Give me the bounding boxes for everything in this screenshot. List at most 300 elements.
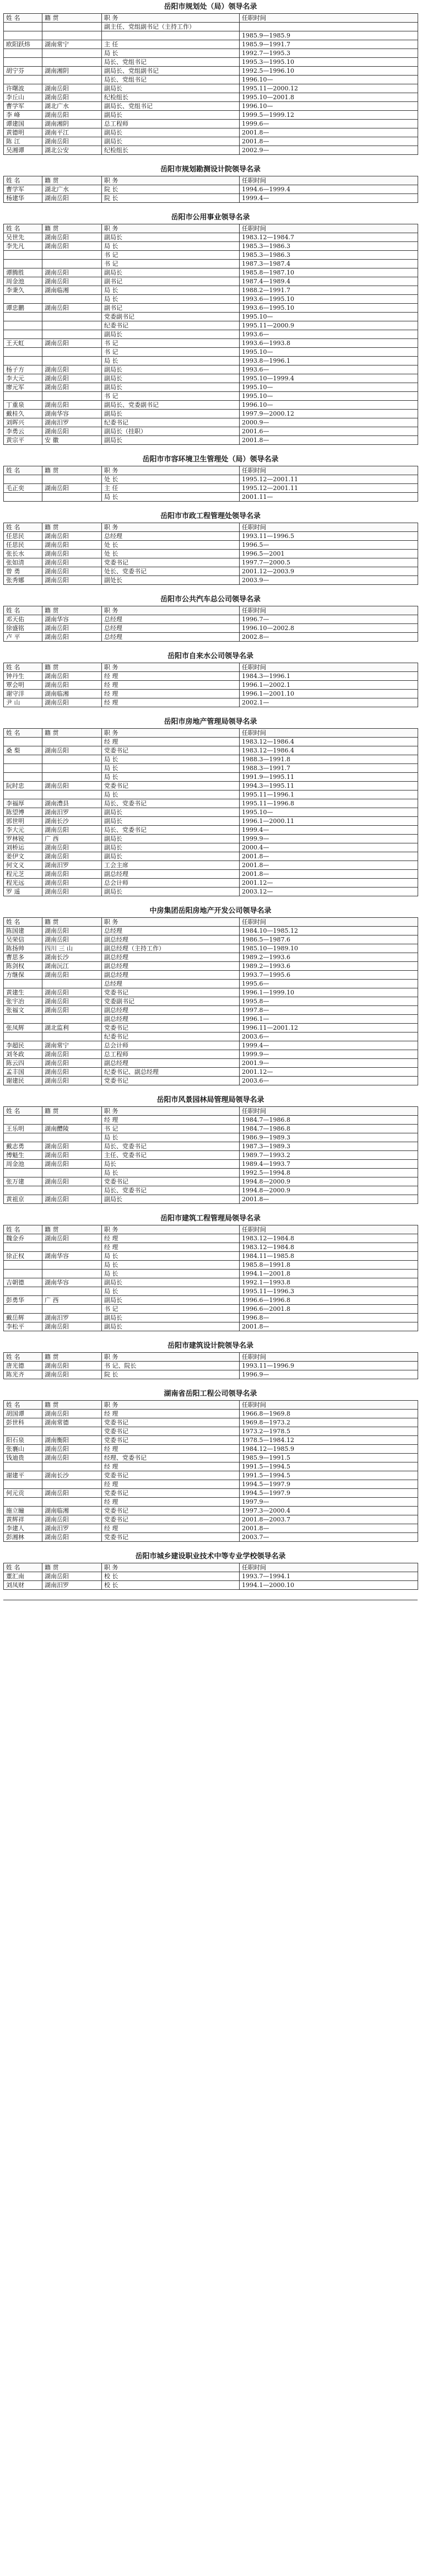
position-cell: 局 长 <box>102 1252 240 1261</box>
term-cell: 1999.9— <box>240 1050 418 1059</box>
position-cell: 党委书记 <box>102 1533 240 1542</box>
hometown-cell: 湖南岳阳 <box>42 304 102 313</box>
hometown-cell: 湖南岳阳 <box>42 576 102 585</box>
roster-section <box>3 2 418 155</box>
name-cell: 黄辉祥 <box>4 1515 42 1524</box>
name-cell: 刘晖兴 <box>4 418 42 427</box>
name-cell <box>4 1032 42 1041</box>
position-cell: 局 长 <box>102 1169 240 1177</box>
name-cell: 刘冬政 <box>4 1050 42 1059</box>
table-row <box>4 843 418 852</box>
position-cell: 局长 <box>102 1160 240 1169</box>
name-cell: 何元贡 <box>4 1489 42 1498</box>
hometown-cell: 湖南岳阳 <box>42 843 102 852</box>
hometown-cell: 湖南岳阳 <box>42 137 102 146</box>
table-header-row <box>4 729 418 738</box>
term-header: 任职时间 <box>240 176 418 185</box>
term-cell: 2001.8— <box>240 128 418 137</box>
roster-section <box>3 652 418 707</box>
hometown-cell <box>42 1243 102 1252</box>
position-cell: 局长、党委书记 <box>102 799 240 808</box>
term-cell: 1996.7— <box>240 615 418 624</box>
position-cell: 处 长 <box>102 550 240 558</box>
term-header: 任职时间 <box>240 918 418 927</box>
name-header: 姓 名 <box>4 523 42 532</box>
position-cell: 副局长 <box>102 1296 240 1305</box>
hometown-header: 籍 贯 <box>42 176 102 185</box>
term-cell: 1996.10— <box>240 401 418 410</box>
table-row <box>4 870 418 879</box>
term-cell: 1986.5—1987.6 <box>240 935 418 944</box>
name-cell: 何文义 <box>4 861 42 870</box>
table-row <box>4 1024 418 1032</box>
position-header: 职 务 <box>102 466 240 475</box>
position-cell: 经 理 <box>102 1462 240 1471</box>
hometown-cell: 湖南岳阳 <box>42 1362 102 1370</box>
table-header-row <box>4 466 418 475</box>
hometown-cell: 湖南岳阳 <box>42 879 102 888</box>
position-cell: 副局长（挂职） <box>102 427 240 436</box>
hometown-cell: 湖南汨罗 <box>42 1314 102 1322</box>
term-cell: 1993.6—1993.8 <box>240 339 418 348</box>
term-cell: 1994.1—2000.10 <box>240 1581 418 1590</box>
name-cell: 张福文 <box>4 1006 42 1015</box>
name-cell: 张长水 <box>4 550 42 558</box>
hometown-header: 籍 贯 <box>42 14 102 23</box>
position-cell: 经 理 <box>102 672 240 681</box>
position-cell: 校 长 <box>102 1581 240 1590</box>
table-row <box>4 233 418 242</box>
term-cell: 2003.6— <box>240 1077 418 1085</box>
name-cell: 陈国建 <box>4 927 42 935</box>
name-cell: 张襄山 <box>4 1445 42 1454</box>
table-row <box>4 348 418 357</box>
name-cell <box>4 1305 42 1314</box>
position-cell: 副局长 <box>102 843 240 852</box>
table-row <box>4 826 418 835</box>
hometown-cell: 湖南岳阳 <box>42 558 102 567</box>
hometown-cell: 湖南岳阳 <box>42 339 102 348</box>
hometown-header: 籍 贯 <box>42 523 102 532</box>
name-cell: 程光远 <box>4 879 42 888</box>
term-cell: 1983.12—1984.8 <box>240 1234 418 1243</box>
name-cell <box>4 357 42 365</box>
name-cell: 曾 勇 <box>4 567 42 576</box>
table-row <box>4 1507 418 1515</box>
position-cell: 处长、党委书记 <box>102 567 240 576</box>
table-row <box>4 484 418 493</box>
hometown-cell <box>42 321 102 330</box>
hometown-cell: 湖北广水 <box>42 185 102 194</box>
position-cell: 经 理 <box>102 1498 240 1507</box>
name-cell: 黄祖京 <box>4 1195 42 1204</box>
name-cell: 尹 山 <box>4 698 42 707</box>
position-cell: 书 记 <box>102 348 240 357</box>
name-cell: 陈云四 <box>4 1059 42 1068</box>
position-cell: 党委副书记 <box>102 313 240 321</box>
term-cell: 1989.2—1993.6 <box>240 953 418 962</box>
table-row <box>4 1278 418 1287</box>
hometown-cell <box>42 313 102 321</box>
hometown-header: 籍 贯 <box>42 1225 102 1234</box>
hometown-cell: 湖北广水 <box>42 102 102 111</box>
roster-section <box>3 717 418 896</box>
hometown-cell: 湖南岳阳 <box>42 93 102 102</box>
name-cell: 李大元 <box>4 374 42 383</box>
name-cell: 卢 平 <box>4 633 42 642</box>
term-cell: 1985.3—1986.3 <box>240 242 418 251</box>
position-cell: 副处长 <box>102 576 240 585</box>
hometown-cell: 湖南汨罗 <box>42 861 102 870</box>
term-cell: 1993.7—1994.1 <box>240 1572 418 1581</box>
hometown-cell: 湖南岳阳 <box>42 1410 102 1418</box>
table-row <box>4 927 418 935</box>
table-row <box>4 997 418 1006</box>
position-cell: 副总经理 <box>102 953 240 962</box>
roster-table <box>3 1563 418 1590</box>
table-row <box>4 475 418 484</box>
position-cell: 经 理 <box>102 698 240 707</box>
hometown-cell: 湖南岳阳 <box>42 1445 102 1454</box>
table-row <box>4 782 418 790</box>
name-header: 姓 名 <box>4 1353 42 1362</box>
position-cell: 总会计师 <box>102 879 240 888</box>
table-row <box>4 194 418 203</box>
term-cell: 1973.2—1978.5 <box>240 1427 418 1436</box>
table-row <box>4 1454 418 1462</box>
hometown-cell: 湖南汨罗 <box>42 1524 102 1533</box>
term-cell: 2001.8—2003.7 <box>240 1515 418 1524</box>
table-row <box>4 1436 418 1445</box>
hometown-cell: 湖南岳阳 <box>42 870 102 879</box>
position-cell: 经 理 <box>102 690 240 698</box>
term-cell: 1995.11—2000.9 <box>240 321 418 330</box>
table-row <box>4 1059 418 1068</box>
table-row <box>4 365 418 374</box>
position-cell: 书 记 <box>102 260 240 268</box>
name-cell <box>4 23 42 31</box>
term-cell: 1993.11—1996.5 <box>240 532 418 541</box>
position-cell: 党委书记 <box>102 1024 240 1032</box>
section-title: 岳阳市市容环境卫生管理处（局）领导名录 <box>142 455 279 464</box>
name-cell <box>4 31 42 40</box>
name-cell: 吉朝德 <box>4 1278 42 1287</box>
position-cell: 局 长 <box>102 295 240 304</box>
term-cell: 2000.4— <box>240 843 418 852</box>
name-header: 姓 名 <box>4 1401 42 1410</box>
position-cell: 局 长 <box>102 493 240 502</box>
table-row <box>4 971 418 980</box>
table-row <box>4 1370 418 1379</box>
name-cell: 曹学军 <box>4 102 42 111</box>
hometown-cell: 湖南汨罗 <box>42 418 102 427</box>
position-header: 职 务 <box>102 729 240 738</box>
term-cell: 2001.8— <box>240 861 418 870</box>
name-cell <box>4 764 42 773</box>
name-cell: 陈望博 <box>4 808 42 817</box>
name-cell: 李建人 <box>4 1524 42 1533</box>
position-cell: 局 长 <box>102 1133 240 1142</box>
name-cell: 吴湘谭 <box>4 146 42 155</box>
name-cell <box>4 1243 42 1252</box>
name-cell: 谭忠鹏 <box>4 304 42 313</box>
hometown-cell: 湖南岳阳 <box>42 927 102 935</box>
table-row <box>4 1270 418 1278</box>
name-cell: 阳石泉 <box>4 1436 42 1445</box>
table-row <box>4 615 418 624</box>
table-row <box>4 383 418 392</box>
position-cell: 局长、党委书记 <box>102 1186 240 1195</box>
term-cell: 1995.10— <box>240 808 418 817</box>
hometown-cell: 湖北公安 <box>42 146 102 155</box>
position-cell: 局 长 <box>102 755 240 764</box>
term-cell: 1985.9—1985.9 <box>240 31 418 40</box>
term-header: 任职时间 <box>240 523 418 532</box>
table-row <box>4 436 418 445</box>
term-cell: 1995.8— <box>240 997 418 1006</box>
hometown-cell: 湖南岳阳 <box>42 194 102 203</box>
name-cell <box>4 755 42 764</box>
table-row <box>4 1234 418 1243</box>
table-row <box>4 879 418 888</box>
table-row <box>4 427 418 436</box>
position-cell: 党委书记 <box>102 1436 240 1445</box>
position-cell: 副局长 <box>102 835 240 843</box>
name-cell: 任思民 <box>4 541 42 550</box>
term-cell: 1996.1—2001.10 <box>240 690 418 698</box>
position-cell: 主任、党委书记 <box>102 1151 240 1160</box>
table-row <box>4 576 418 585</box>
term-cell: 1992.1—1993.8 <box>240 1278 418 1287</box>
hometown-cell <box>42 23 102 31</box>
position-cell: 副局长 <box>102 84 240 93</box>
term-cell: 1989.7—1993.2 <box>240 1151 418 1160</box>
name-cell: 黄宗平 <box>4 436 42 445</box>
position-cell: 局 长 <box>102 49 240 58</box>
term-cell: 1983.12—1986.4 <box>240 738 418 746</box>
term-cell: 2002.8— <box>240 633 418 642</box>
position-cell: 副总经理 <box>102 1006 240 1015</box>
hometown-cell: 湖南岳阳 <box>42 1177 102 1186</box>
table-row <box>4 698 418 707</box>
position-cell <box>102 31 240 40</box>
term-cell: 1985.10—1989.10 <box>240 944 418 953</box>
name-cell <box>4 1261 42 1270</box>
position-cell: 经 理 <box>102 1524 240 1533</box>
table-row <box>4 84 418 93</box>
term-cell: 1994.3—1995.11 <box>240 782 418 790</box>
section-title: 岳阳市风景园林局管理局领导名录 <box>156 1096 264 1104</box>
roster-section <box>3 1552 418 1590</box>
table-row <box>4 374 418 383</box>
name-cell: 程元芝 <box>4 870 42 879</box>
term-header: 任职时间 <box>240 1401 418 1410</box>
term-cell: 2000.9— <box>240 418 418 427</box>
name-cell: 李 峰 <box>4 111 42 120</box>
name-header: 姓 名 <box>4 1563 42 1572</box>
name-header: 姓 名 <box>4 176 42 185</box>
table-header-row <box>4 663 418 672</box>
hometown-cell <box>42 1480 102 1489</box>
position-cell: 总经理 <box>102 633 240 642</box>
table-row <box>4 23 418 31</box>
position-cell: 经 理 <box>102 1480 240 1489</box>
hometown-cell: 湖南长沙 <box>42 817 102 826</box>
name-cell: 施立瞳 <box>4 1507 42 1515</box>
table-row <box>4 1305 418 1314</box>
table-row <box>4 1015 418 1024</box>
name-cell: 唐光德 <box>4 1362 42 1370</box>
name-cell: 戴岳辉 <box>4 1314 42 1322</box>
table-row <box>4 672 418 681</box>
name-cell <box>4 348 42 357</box>
section-title: 岳阳市建筑工程管理局领导名录 <box>160 1214 261 1223</box>
table-row <box>4 624 418 633</box>
name-cell: 李丘山 <box>4 93 42 102</box>
table-row <box>4 1195 418 1204</box>
hometown-cell: 湖南岳阳 <box>42 1533 102 1542</box>
name-cell: 魏金乔 <box>4 1234 42 1243</box>
hometown-cell: 湖南岳阳 <box>42 374 102 383</box>
roster-table <box>3 1352 418 1379</box>
table-header-row <box>4 224 418 233</box>
hometown-header: 籍 贯 <box>42 918 102 927</box>
term-cell: 2001.8— <box>240 137 418 146</box>
term-cell: 1996.11—2001.12 <box>240 1024 418 1032</box>
name-cell: 钱迪贵 <box>4 1454 42 1462</box>
hometown-cell: 湖南岳阳 <box>42 1050 102 1059</box>
name-cell: 胡国谭 <box>4 1410 42 1418</box>
hometown-cell: 湖南岳阳 <box>42 484 102 493</box>
roster-table <box>3 224 418 445</box>
term-cell: 1995.10— <box>240 348 418 357</box>
name-cell <box>4 738 42 746</box>
term-cell: 1995.11—1996.3 <box>240 1287 418 1296</box>
table-row <box>4 49 418 58</box>
hometown-cell <box>42 330 102 339</box>
position-cell: 党委书记 <box>102 1471 240 1480</box>
hometown-cell <box>42 348 102 357</box>
table-row <box>4 339 418 348</box>
name-cell: 任思民 <box>4 532 42 541</box>
hometown-cell: 湖南岳阳 <box>42 1195 102 1204</box>
hometown-cell: 湖南岳阳 <box>42 672 102 681</box>
term-cell: 2001.8— <box>240 436 418 445</box>
position-cell: 局 长 <box>102 1270 240 1278</box>
hometown-cell: 湖南华容 <box>42 1278 102 1287</box>
position-cell: 党委书记 <box>102 1077 240 1085</box>
term-cell: 1999.4— <box>240 194 418 203</box>
name-cell: 黄德明 <box>4 128 42 137</box>
position-header: 职 务 <box>102 1563 240 1572</box>
table-row <box>4 681 418 690</box>
hometown-cell: 湖南平江 <box>42 128 102 137</box>
position-cell: 院 长 <box>102 1370 240 1379</box>
table-row <box>4 532 418 541</box>
name-cell <box>4 330 42 339</box>
position-cell: 党委副书记 <box>102 997 240 1006</box>
position-cell: 工会主席 <box>102 861 240 870</box>
hometown-header: 籍 贯 <box>42 466 102 475</box>
table-row <box>4 1116 418 1125</box>
name-cell: 张秀娜 <box>4 576 42 585</box>
hometown-cell: 湖南岳阳 <box>42 401 102 410</box>
term-cell: 1994.8—2000.9 <box>240 1177 418 1186</box>
term-cell: 1984.3—1996.1 <box>240 672 418 681</box>
term-cell: 1984.7—1986.8 <box>240 1116 418 1125</box>
position-cell: 书 记 <box>102 1125 240 1133</box>
position-cell: 副总经理 <box>102 1059 240 1068</box>
hometown-cell <box>42 1270 102 1278</box>
table-header-row <box>4 1353 418 1362</box>
hometown-cell: 湖南华容 <box>42 1252 102 1261</box>
position-cell: 副局长 <box>102 436 240 445</box>
term-cell: 1996.6—1996.8 <box>240 1296 418 1305</box>
term-cell: 1991.5—1994.5 <box>240 1462 418 1471</box>
name-cell: 刘桥运 <box>4 843 42 852</box>
position-cell: 书 记 <box>102 1305 240 1314</box>
table-row <box>4 1480 418 1489</box>
position-cell: 经 理 <box>102 1445 240 1454</box>
term-cell: 1995.12—2001.11 <box>240 475 418 484</box>
hometown-cell <box>42 1427 102 1436</box>
table-row <box>4 852 418 861</box>
table-row <box>4 1041 418 1050</box>
term-header: 任职时间 <box>240 466 418 475</box>
hometown-cell <box>42 1261 102 1270</box>
term-header: 任职时间 <box>240 1107 418 1116</box>
position-header: 职 务 <box>102 224 240 233</box>
position-cell: 书 记 <box>102 339 240 348</box>
hometown-cell: 湖南汨罗 <box>42 808 102 817</box>
hometown-cell: 湖南岳阳 <box>42 624 102 633</box>
table-row <box>4 392 418 401</box>
position-header: 职 务 <box>102 176 240 185</box>
hometown-cell <box>42 1169 102 1177</box>
term-cell: 1995.6— <box>240 980 418 988</box>
term-cell: 1988.3—1991.7 <box>240 764 418 773</box>
term-cell: 1993.6— <box>240 330 418 339</box>
term-cell: 2001.8— <box>240 1195 418 1204</box>
name-cell: 丁重泉 <box>4 401 42 410</box>
term-cell: 1997.9— <box>240 1498 418 1507</box>
term-cell: 1993.6—1995.10 <box>240 304 418 313</box>
term-cell: 1993.6—1995.10 <box>240 295 418 304</box>
name-cell <box>4 493 42 502</box>
name-cell: 傅魁生 <box>4 1151 42 1160</box>
term-cell: 1997.8— <box>240 1006 418 1015</box>
term-cell: 1987.3—1987.4 <box>240 260 418 268</box>
name-cell <box>4 313 42 321</box>
name-header: 姓 名 <box>4 14 42 23</box>
name-cell <box>4 1133 42 1142</box>
table-row <box>4 835 418 843</box>
position-cell: 党委书记 <box>102 1427 240 1436</box>
table-row <box>4 1489 418 1498</box>
position-cell: 副局长 <box>102 374 240 383</box>
name-cell: 周金池 <box>4 1160 42 1169</box>
term-cell: 1992.5—1994.8 <box>240 1169 418 1177</box>
position-cell: 副局长 <box>102 1322 240 1331</box>
term-cell: 1993.6— <box>240 365 418 374</box>
term-cell: 1997.3—2000.4 <box>240 1507 418 1515</box>
term-cell: 1995.10—2001.8 <box>240 93 418 102</box>
term-cell: 1997.9—2000.12 <box>240 410 418 418</box>
hometown-cell: 湖南岳阳 <box>42 541 102 550</box>
hometown-cell: 湖南岳阳 <box>42 427 102 436</box>
position-cell: 副主任、党组副书记（主持工作） <box>102 23 240 31</box>
table-row <box>4 321 418 330</box>
